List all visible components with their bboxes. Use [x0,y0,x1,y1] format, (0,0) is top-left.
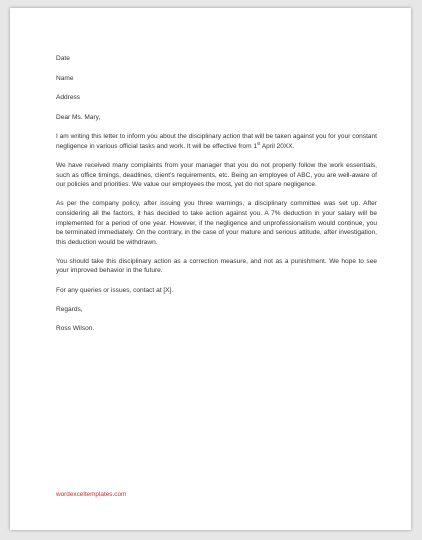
paragraph-intro [56,132,377,151]
document-page [10,8,411,530]
ordinal-suffix: st [257,140,261,146]
salutation: Dear Ms. Mary, [56,113,101,121]
closing: Regards, [56,305,83,313]
paragraph-intro-end: April 20XX. [260,142,295,150]
paragraph-intro-text: I am writing this letter to inform you about the disciplinary action that will be taken against you for your constant negligence in various official tasks and work. It will be effective from 1 [56,133,377,150]
date-line: Date [56,55,70,62]
recipient-name: Name [56,74,74,82]
signature: Ross Wilson. [56,325,95,333]
paragraph-contact: For any queries or issues, contact at [X]. [56,286,174,294]
letter-body [56,54,377,344]
footer-website-link[interactable]: wordexceltemplates.com [56,491,127,498]
paragraph-correction: You should take this disciplinary action as a correction measure, and not as a punishment. We hope to see your improved behavior in the future. [56,257,377,275]
recipient-address: Address [56,94,81,102]
paragraph-policy: As per the company policy, after issuing you three warnings, a disciplinary committee was set up. After considering all the factors, it has decided to take action against you. A 7% deduction in your salary will be implemented for a period of one year. However, if the negligence and unprofessionalism would continue, you be terminated immediately. On the contrary, in the case of your mature and serious attitude, after investigation, this deduction would be withdrawn. [56,200,377,246]
paragraph-complaints: We have received many complaints from your manager that you do not properly follow the work essentials, such as office timings, deadlines, client’s requirements, etc. Being an employee of ABC, you are well-aware of our policies and priorities. We value our employees the most, yet do not spare negligence. [56,162,377,189]
